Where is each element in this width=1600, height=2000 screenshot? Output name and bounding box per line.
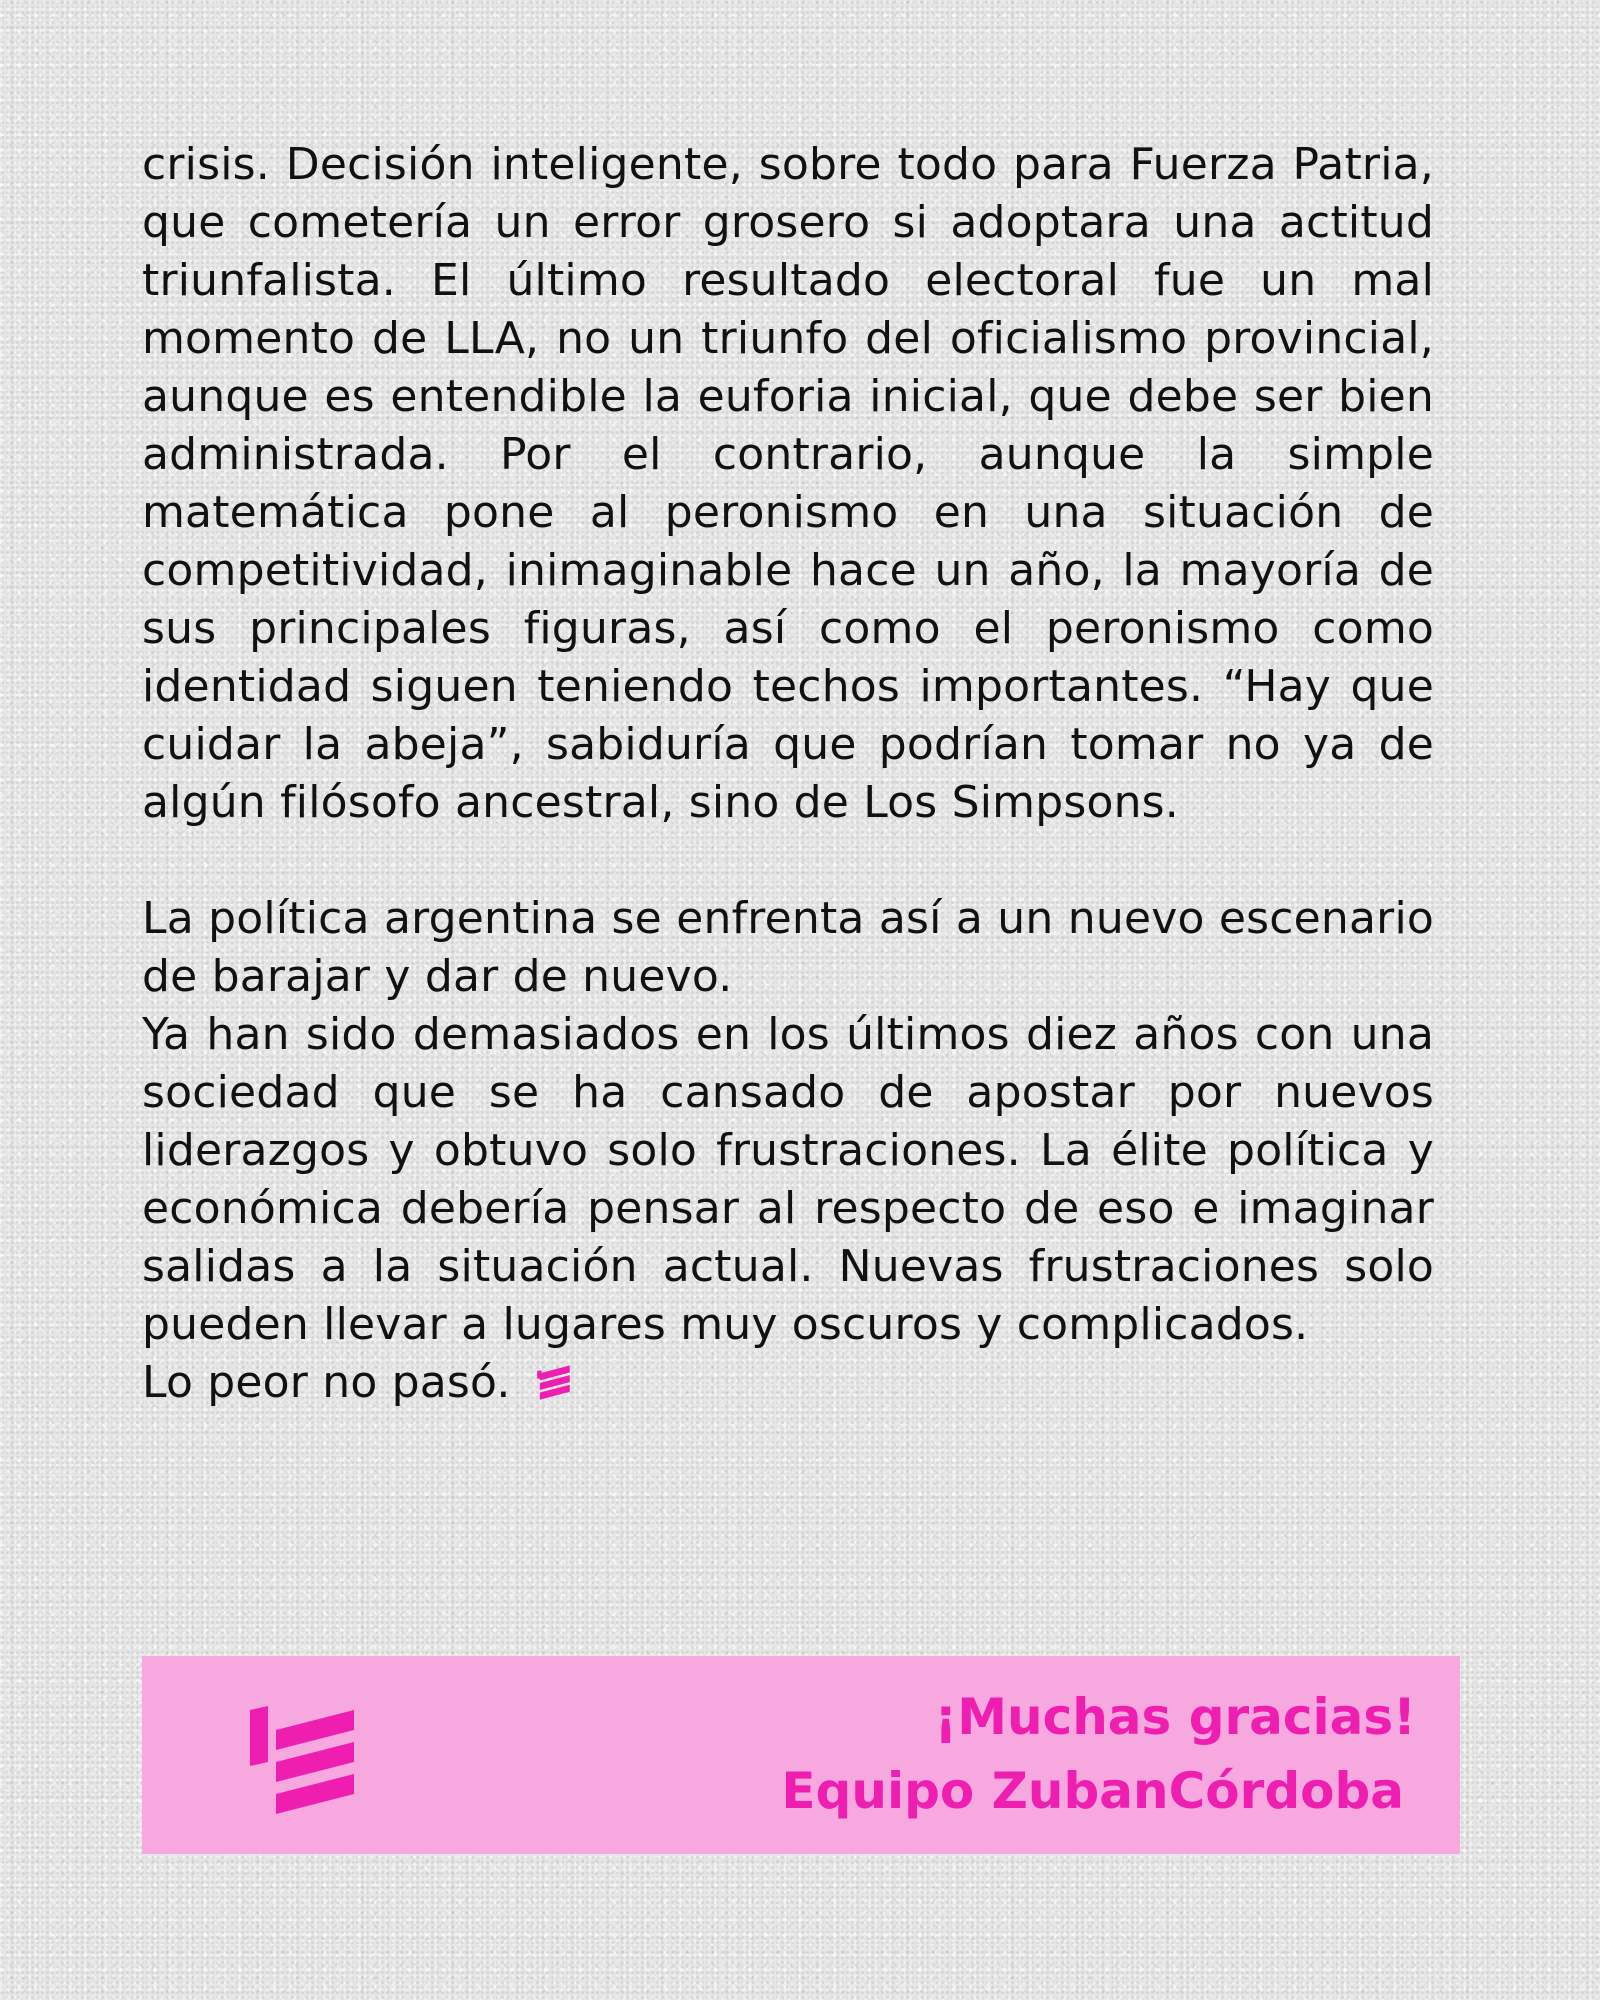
article-paragraph-2: La política argentina se enfrenta así a un nuevo escenario de barajar y dar de nuevo.	[142, 893, 1434, 1002]
thanks-banner	[142, 1656, 1460, 1854]
thanks-line-1: ¡Muchas gracias!	[934, 1688, 1416, 1746]
closing-line	[142, 1354, 1434, 1412]
closing-line-wrapper	[142, 1354, 575, 1412]
zubancordoba-stripes-logo-icon	[246, 1700, 358, 1816]
zubancordoba-logo-icon	[531, 1361, 575, 1405]
thanks-line-2: Equipo ZubanCórdoba	[781, 1762, 1404, 1820]
article-paragraph-3: Ya han sido demasiados en los últimos diez años con una sociedad que se ha cansado de apostar por nuevos liderazgos y obtuvo solo frustraciones. La élite política y económica debería pensar al respecto de eso e imaginar salidas a la situación actual. Nuevas frustraciones solo pueden llevar a lugares muy oscuros y complicados.	[142, 1009, 1434, 1350]
article-paragraph-1: crisis. Decisión inteligente, sobre todo para Fuerza Patria, que cometería un error grosero si adoptara una actitud triunfalista. El último resultado electoral fue un mal momento de LLA, no un triunfo del oficialismo provincial, aunque es entendible la euforia inicial, que debe ser bien administrada. Por el contrario, aunque la simple matemática pone al peronismo en una situación de competitividad, inimaginable hace un año, la mayoría de sus principales figuras, así como el peronismo como identidad siguen teniendo techos importantes. “Hay que cuidar la abeja”, sabiduría que podrían tomar no ya de algún filósofo ancestral, sino de Los Simpsons.	[142, 139, 1434, 828]
closing-text: Lo peor no pasó.	[142, 1357, 511, 1408]
article-body	[142, 136, 1434, 1412]
thanks-text	[781, 1680, 1416, 1828]
